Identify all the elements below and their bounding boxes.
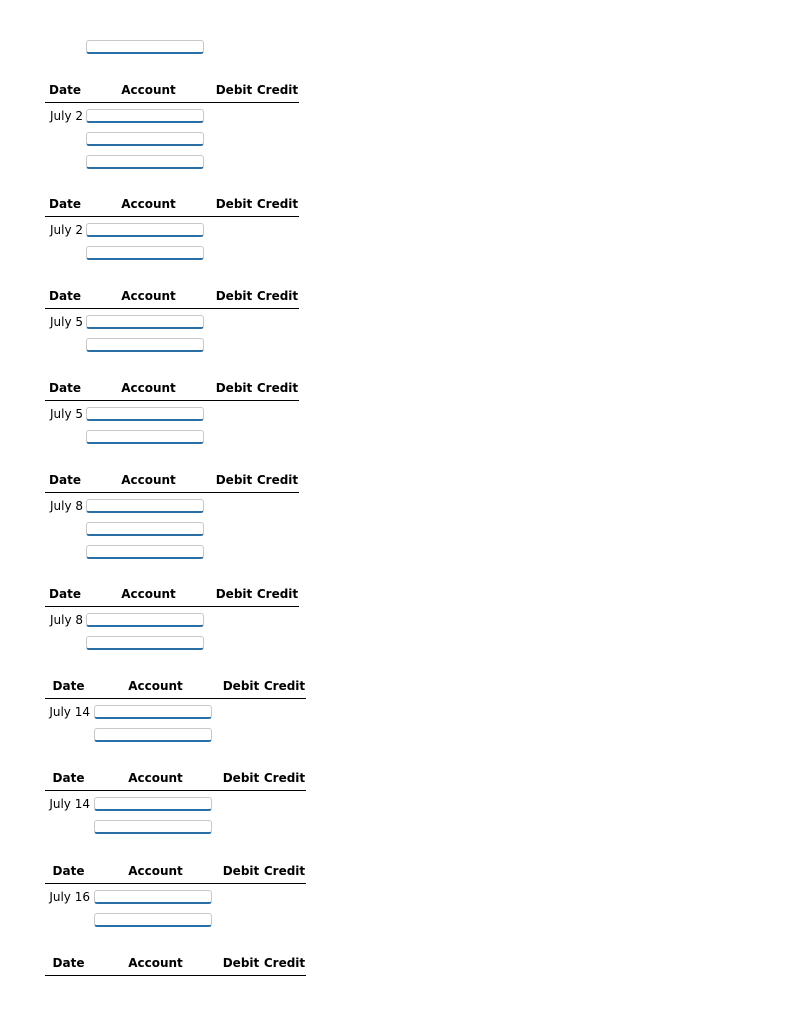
credit-column-header: Credit: [256, 473, 299, 487]
table-header: [45, 954, 306, 976]
date-column-header: Date: [49, 83, 81, 97]
table-row: [45, 791, 306, 814]
table-row: [45, 699, 306, 722]
account-input[interactable]: [94, 705, 212, 719]
credit-column-header: Credit: [256, 587, 299, 601]
table-header: [45, 769, 306, 791]
date-column-header: Date: [49, 197, 81, 211]
date-column-header: Date: [52, 956, 85, 970]
account-input[interactable]: [86, 223, 204, 237]
debit-column-header: Debit: [222, 956, 260, 970]
date-column-header: Date: [49, 473, 81, 487]
table-row: [45, 630, 299, 653]
entry-date: July 8: [49, 499, 83, 513]
entry-date: July 14: [49, 705, 90, 719]
debit-column-header: Debit: [222, 864, 260, 878]
date-column-header: Date: [49, 381, 81, 395]
account-input[interactable]: [94, 820, 212, 834]
table-row: [45, 516, 299, 539]
credit-column-header: Credit: [263, 956, 306, 970]
table-row: [45, 401, 299, 424]
account-input[interactable]: [86, 613, 204, 627]
journal-entry-table: [45, 585, 299, 653]
debit-column-header: Debit: [215, 587, 253, 601]
account-column-header: Account: [121, 381, 176, 395]
account-input[interactable]: [86, 499, 204, 513]
account-input[interactable]: [94, 797, 212, 811]
account-input[interactable]: [86, 109, 204, 123]
debit-column-header: Debit: [215, 473, 253, 487]
table-row: [45, 884, 306, 907]
account-input[interactable]: [94, 890, 212, 904]
journal-entry-table: [45, 769, 306, 837]
table-row: [45, 907, 306, 930]
account-column-header: Account: [121, 289, 176, 303]
table-row: [45, 539, 299, 562]
date-column-header: Date: [52, 771, 85, 785]
table-header: [45, 862, 306, 884]
account-input[interactable]: [86, 407, 204, 421]
table-row: [45, 424, 299, 447]
account-column-header: Account: [128, 679, 183, 693]
date-column-header: Date: [52, 679, 85, 693]
account-column-header: Account: [128, 771, 183, 785]
table-header: [45, 585, 299, 607]
account-column-header: Account: [121, 83, 176, 97]
entry-date: July 5: [49, 315, 83, 329]
journal-entry-table: [45, 471, 299, 562]
entry-date: July 2: [49, 223, 83, 237]
table-row: [45, 309, 299, 332]
account-input[interactable]: [94, 913, 212, 927]
credit-column-header: Credit: [263, 864, 306, 878]
account-input[interactable]: [86, 522, 204, 536]
account-input[interactable]: [86, 155, 204, 169]
table-header: [45, 195, 299, 217]
journal-entry-table: [45, 677, 306, 745]
table-header: [45, 379, 299, 401]
table-row: [45, 217, 299, 240]
table-row: [45, 814, 306, 837]
account-input[interactable]: [86, 246, 204, 260]
journal-entry-table: [45, 81, 299, 172]
credit-column-header: Credit: [256, 197, 299, 211]
date-column-header: Date: [49, 587, 81, 601]
table-row: [45, 103, 299, 126]
entry-date: July 16: [49, 890, 90, 904]
table-header: [45, 287, 299, 309]
credit-column-header: Credit: [263, 771, 306, 785]
table-row: [45, 149, 299, 172]
account-column-header: Account: [128, 864, 183, 878]
account-input[interactable]: [86, 338, 204, 352]
credit-column-header: Credit: [256, 381, 299, 395]
account-column-header: Account: [121, 587, 176, 601]
table-header: [45, 677, 306, 699]
table-row: [45, 126, 299, 149]
account-column-header: Account: [121, 473, 176, 487]
account-input[interactable]: [86, 545, 204, 559]
entry-date: July 8: [49, 613, 83, 627]
table-row: [45, 240, 299, 263]
date-column-header: Date: [52, 864, 85, 878]
journal-entry-table: [45, 287, 299, 355]
credit-column-header: Credit: [256, 289, 299, 303]
account-column-header: Account: [128, 956, 183, 970]
journal-entry-table: [45, 954, 306, 976]
debit-column-header: Debit: [215, 83, 253, 97]
table-row: [45, 332, 299, 355]
entry-date: July 14: [49, 797, 90, 811]
table-row: [45, 722, 306, 745]
entry-date: July 2: [49, 109, 83, 123]
account-input[interactable]: [86, 132, 204, 146]
table-row: [45, 607, 299, 630]
debit-column-header: Debit: [222, 771, 260, 785]
debit-column-header: Debit: [222, 679, 260, 693]
account-input[interactable]: [94, 728, 212, 742]
account-input[interactable]: [86, 315, 204, 329]
credit-column-header: Credit: [256, 83, 299, 97]
journal-entry-table: [45, 195, 299, 263]
table-header: [45, 81, 299, 103]
account-input[interactable]: [86, 636, 204, 650]
date-column-header: Date: [49, 289, 81, 303]
debit-column-header: Debit: [215, 197, 253, 211]
table-header: [45, 471, 299, 493]
debit-column-header: Debit: [215, 381, 253, 395]
journal-entry-table: [45, 379, 299, 447]
account-input-top[interactable]: [86, 40, 204, 54]
debit-column-header: Debit: [215, 289, 253, 303]
account-column-header: Account: [121, 197, 176, 211]
entry-date: July 5: [49, 407, 83, 421]
credit-column-header: Credit: [263, 679, 306, 693]
account-input[interactable]: [86, 430, 204, 444]
table-row: [45, 493, 299, 516]
journal-entry-table: [45, 862, 306, 930]
